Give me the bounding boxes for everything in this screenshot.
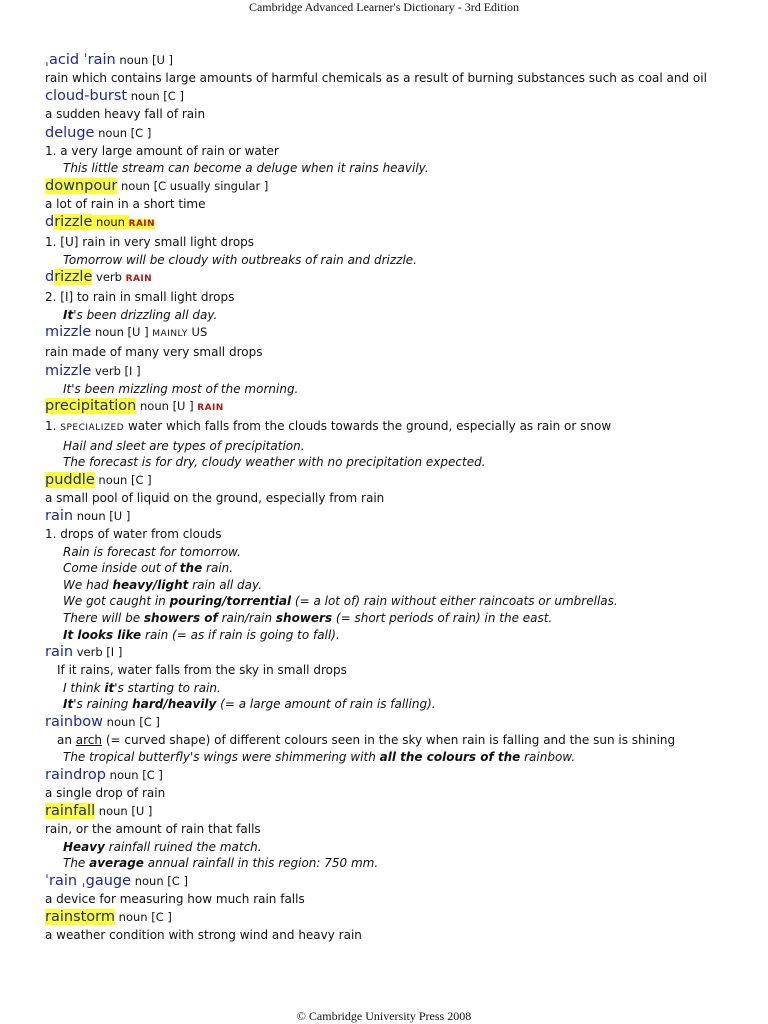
text-run: a device for measuring how much rain falls	[45, 891, 305, 906]
page-footer: © Cambridge University Press 2008	[296, 1009, 472, 1023]
entry-definition	[45, 196, 761, 214]
text-run: This little stream can become a deluge when it rains heavily.	[63, 161, 429, 176]
entry-headword	[45, 507, 761, 526]
entry-headword	[45, 872, 761, 891]
text-run: mizzle	[45, 362, 92, 379]
text-run: d	[45, 269, 55, 286]
text-run: We had	[63, 577, 113, 592]
entry-headword	[45, 87, 761, 106]
text-run: rain	[45, 508, 74, 525]
entry-headword	[45, 471, 761, 490]
text-run: rizzle	[54, 214, 93, 231]
text-run: (= curved shape) of different colours seen in the sky when rain is falling and the sun is shining	[102, 732, 676, 747]
text-run: a single drop of rain	[45, 785, 166, 800]
text-run: rizzle	[54, 269, 93, 286]
entry-example	[45, 438, 761, 455]
text-run: The tropical butterfly's wings were shimmering with	[63, 750, 380, 765]
entry-headword	[45, 766, 761, 785]
text-run: noun [C ]	[106, 767, 163, 782]
text-run: noun [U ]	[91, 325, 153, 340]
text-run: noun [U ]	[115, 53, 174, 67]
entry-definition	[45, 662, 761, 680]
text-run: noun [C ]	[115, 910, 172, 925]
text-run: rainstorm	[45, 909, 116, 926]
text-run: verb	[92, 270, 126, 285]
text-run: RAIN	[128, 219, 155, 230]
entry-headword	[45, 323, 761, 344]
entry-definition	[45, 70, 761, 88]
text-run: Tomorrow will be cloudy with outbreaks of rain and drizzle.	[63, 252, 417, 267]
text-run: ˈrain ˌgauge	[45, 872, 132, 889]
text-run: If it rains, water falls from the sky in small drops	[57, 663, 347, 677]
text-run: noun [C ]	[94, 125, 152, 140]
entry-headword	[45, 268, 761, 289]
text-run: noun [C usually singular ]	[117, 178, 269, 193]
text-run: Hail and sleet are types of precipitation.	[63, 438, 305, 453]
text-run: noun [C ]	[94, 472, 152, 487]
entry-headword	[45, 908, 761, 927]
entry-example	[45, 696, 761, 713]
text-run: a sudden heavy fall of rain	[45, 107, 206, 122]
entry-example	[45, 454, 761, 471]
text-run: a small pool of liquid on the ground, especially from rain	[45, 490, 385, 505]
entry-example	[45, 307, 761, 324]
text-run: rain/rain	[217, 610, 276, 625]
text-run: cloud-burst	[45, 88, 128, 105]
text-run: (= short periods of rain) in the east.	[332, 610, 553, 625]
text-run: I think	[63, 680, 105, 695]
text-run: heavy/light	[112, 577, 189, 592]
entry-definition	[45, 526, 761, 544]
entry-definition	[45, 418, 761, 438]
text-run: 1. drops of water from clouds	[45, 527, 222, 542]
text-run: (= a lot of) rain without either raincoats or umbrellas.	[291, 594, 618, 609]
text-run: showers of	[143, 610, 218, 625]
text-run: There will be	[63, 610, 144, 625]
text-run: arch	[75, 732, 103, 747]
entry-example	[45, 839, 761, 856]
entry-headword	[45, 802, 761, 821]
text-run: It's been mizzling most of the morning.	[63, 381, 299, 396]
text-run: rainbow.	[520, 750, 576, 765]
text-run: SPECIALIZED	[60, 423, 125, 434]
text-run: rain all day.	[188, 577, 263, 592]
text-run: RAIN	[197, 403, 224, 414]
text-run: rainbow	[45, 713, 103, 730]
text-run: It	[63, 697, 74, 712]
entry-definition	[45, 821, 761, 839]
entry-example	[45, 749, 761, 766]
text-run: raindrop	[45, 766, 106, 783]
text-run: 's starting to rain.	[114, 680, 221, 695]
text-run: all the colours of the	[379, 750, 521, 765]
text-run: downpour	[45, 177, 118, 194]
text-run: 1. a very large amount of rain or water	[45, 143, 279, 158]
text-run: verb [I ]	[73, 645, 123, 660]
text-run: rain (= as if rain is going to fall).	[141, 627, 340, 642]
text-run: Rain is forecast for tomorrow.	[63, 544, 241, 559]
entry-example	[45, 252, 761, 269]
entry-headword	[45, 362, 761, 381]
entry-example	[45, 544, 761, 561]
entry-headword	[45, 397, 761, 418]
text-run: average	[89, 856, 144, 871]
entry-example	[45, 593, 761, 610]
text-run: The forecast is for dry, cloudy weather with no precipitation expected.	[63, 455, 486, 470]
text-run: (= a large amount of rain is falling).	[216, 697, 436, 712]
entry-definition	[45, 490, 761, 508]
text-run: rain, or the amount of rain that falls	[45, 822, 261, 836]
text-run: RAIN	[125, 274, 153, 285]
text-run: It looks like	[63, 627, 142, 642]
entry-definition	[45, 344, 761, 362]
text-run: puddle	[45, 471, 95, 488]
text-run: rainfall ruined the match.	[104, 839, 262, 854]
text-run: rain made of many very small drops	[45, 345, 263, 360]
text-run: noun [U ]	[136, 399, 198, 414]
text-run: the	[179, 561, 203, 576]
entry-example	[45, 627, 761, 644]
entry-definition	[45, 289, 761, 307]
text-run: noun	[92, 215, 129, 230]
entry-headword	[45, 713, 761, 732]
text-run: 1.	[45, 419, 61, 434]
text-run: MAINLY	[152, 329, 188, 340]
text-run: noun [C ]	[131, 873, 188, 888]
text-run: rain.	[202, 561, 234, 576]
text-run: a weather condition with strong wind and heavy rain	[45, 928, 362, 942]
text-run: We got caught in	[63, 594, 170, 609]
entry-definition	[45, 785, 761, 803]
entry-headword	[45, 213, 761, 234]
entry-headword	[45, 177, 761, 196]
text-run: deluge	[45, 124, 95, 141]
text-run: a lot of rain in a short time	[45, 196, 206, 211]
text-run: ˌacid ˈrain	[45, 52, 116, 68]
entry-example	[45, 855, 761, 872]
text-run: showers	[275, 610, 333, 625]
text-run: It	[63, 307, 74, 322]
text-run: noun [C ]	[127, 89, 184, 104]
text-run: rain	[45, 644, 74, 661]
dictionary-entries	[45, 51, 761, 945]
text-run: precipitation	[45, 398, 137, 415]
entry-example	[45, 381, 761, 398]
text-run: an	[57, 732, 76, 747]
text-run: 2. [I] to rain in small light drops	[45, 290, 235, 305]
text-run: verb [I ]	[91, 363, 141, 378]
text-run: rainfall	[45, 803, 96, 820]
text-run: noun [U ]	[95, 804, 153, 819]
text-run: 's raining	[73, 697, 133, 712]
text-run: water which falls from the clouds towards the ground, especially as rain or snow	[124, 419, 612, 434]
entry-headword	[45, 643, 761, 662]
entry-example	[45, 577, 761, 594]
text-run: mizzle	[45, 324, 92, 341]
entry-definition	[45, 891, 761, 909]
text-run: 1. [U] rain in very small light drops	[45, 235, 255, 250]
entry-headword	[45, 124, 761, 143]
text-run: 's been drizzling all day.	[73, 307, 218, 322]
text-run: noun [C ]	[103, 714, 160, 729]
text-run: it	[104, 680, 115, 695]
text-run: pouring/torrential	[169, 594, 292, 609]
entry-example	[45, 160, 761, 177]
text-run: hard/heavily	[132, 697, 217, 712]
text-run: Come inside out of	[63, 561, 180, 576]
entry-definition	[45, 234, 761, 252]
text-run: noun [U ]	[73, 509, 131, 524]
entry-definition	[45, 732, 761, 750]
text-run: rain which contains large amounts of harmful chemicals as a result of burning substances such as coal and oil	[45, 70, 707, 85]
entry-definition	[45, 143, 761, 161]
text-run: US	[187, 325, 208, 340]
entry-headword	[45, 51, 761, 70]
entry-example	[45, 680, 761, 697]
entry-example	[45, 610, 761, 627]
page-header: Cambridge Advanced Learner's Dictionary - 3rd Edition	[248, 0, 520, 14]
text-run: The	[63, 856, 90, 871]
text-run: d	[45, 214, 55, 231]
text-run: annual rainfall in this region: 750 mm.	[143, 856, 379, 871]
entry-definition	[45, 927, 761, 945]
text-run: Heavy	[63, 839, 105, 854]
entry-definition	[45, 106, 761, 124]
entry-example	[45, 560, 761, 577]
